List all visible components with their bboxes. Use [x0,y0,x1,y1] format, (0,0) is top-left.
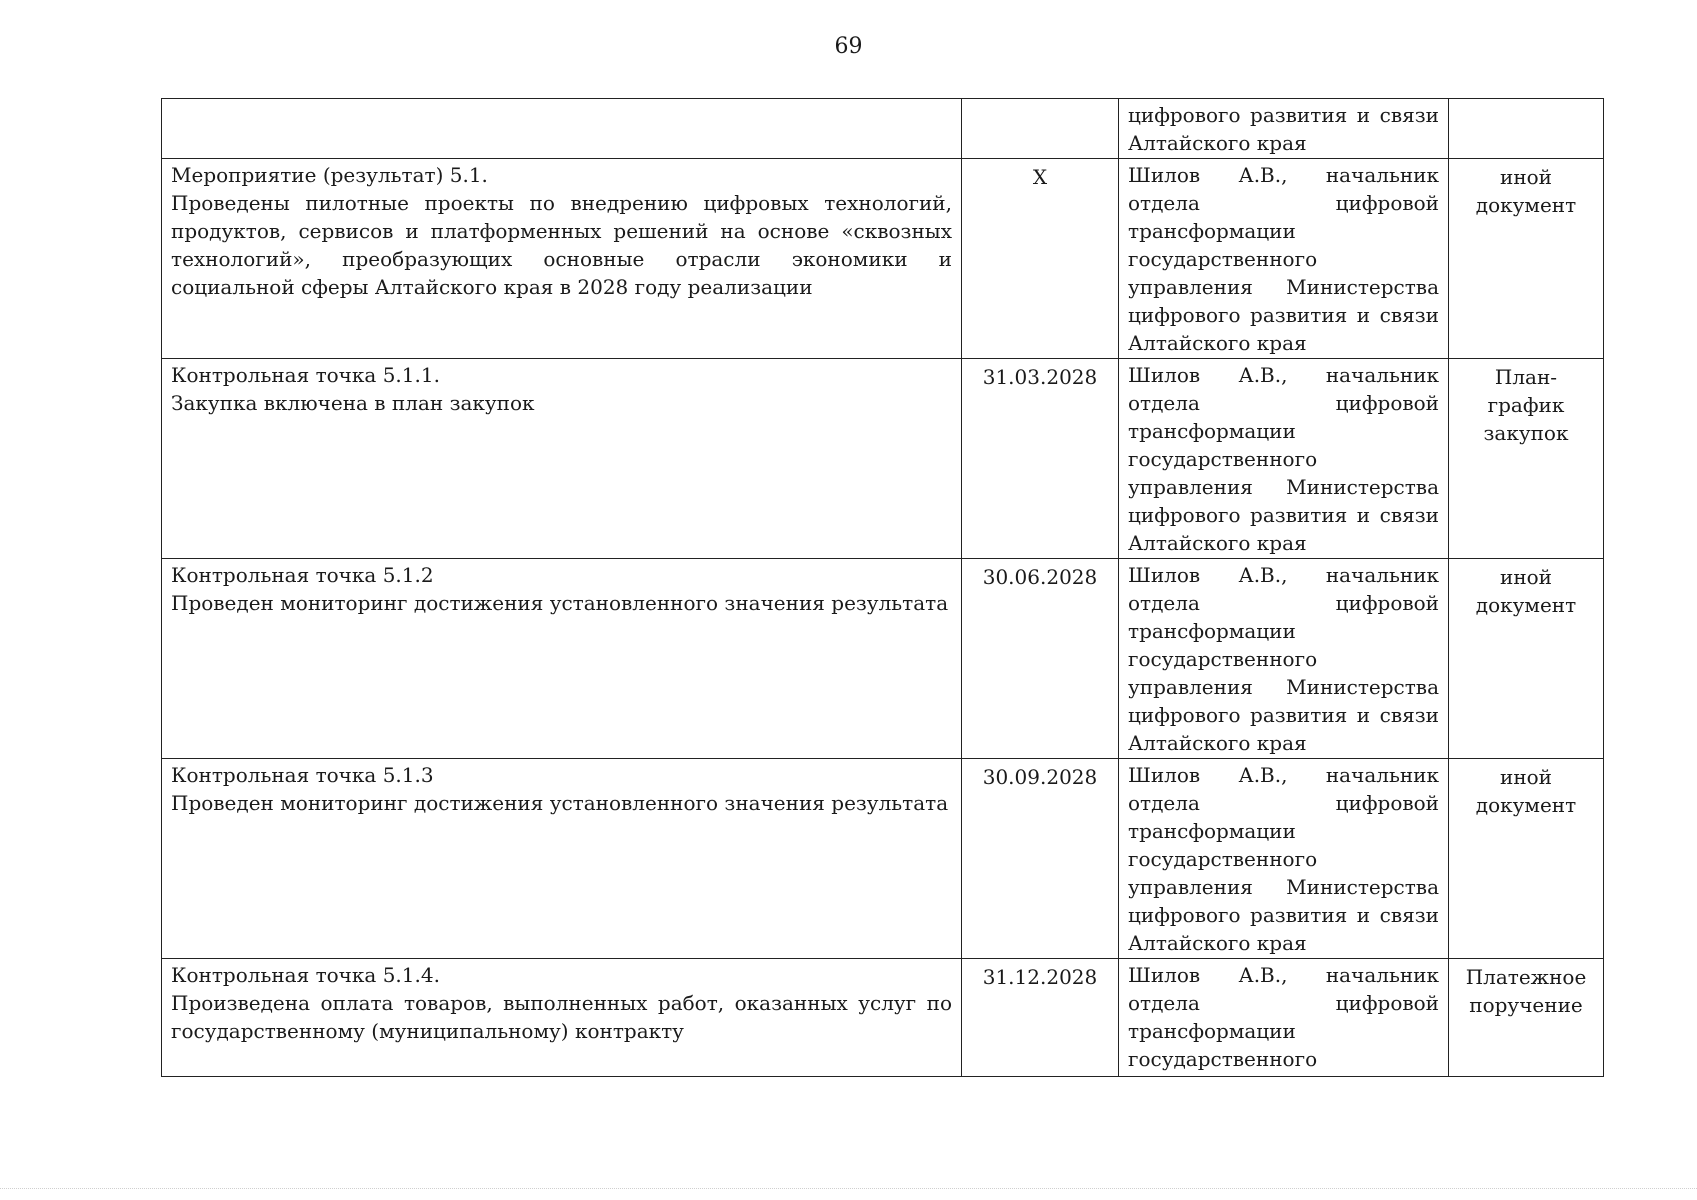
resp-line [1128,301,1439,329]
resp-word: связи [1379,703,1439,727]
resp-word: развития [1250,503,1348,527]
cell-date: 30.09.2028 [962,759,1119,959]
resp-word: управления [1128,875,1253,899]
resp-word: цифровой [1335,391,1439,415]
resp-line [1128,589,1439,617]
resp-line: государственного [1128,447,1318,471]
resp-line [1128,361,1439,389]
row-title: Контрольная точка 5.1.1. [171,363,440,387]
table-row [162,959,1604,1077]
resp-line: Алтайского края [1128,931,1307,955]
resp-word: цифровой [1335,191,1439,215]
resp-line [1128,161,1439,189]
resp-word: цифрового [1128,903,1241,927]
row-title: Контрольная точка 5.1.4. [171,963,440,987]
resp-word: цифрового [1128,703,1241,727]
cell-responsible [1119,99,1449,159]
resp-word: начальник [1325,163,1439,187]
resp-word: цифрового [1128,303,1241,327]
resp-line [1128,761,1439,789]
cell-document: иной документ [1449,759,1604,959]
resp-word: и [1356,903,1371,927]
resp-line: государственного [1128,1047,1318,1071]
resp-word: отдела [1128,991,1200,1015]
cell-date: 31.03.2028 [962,359,1119,559]
resp-line: Алтайского края [1128,331,1307,355]
resp-line: государственного [1128,247,1318,271]
cell-date [962,99,1119,159]
resp-word: развития [1250,703,1348,727]
resp-word: связи [1379,103,1439,127]
resp-word: развития [1250,103,1348,127]
cell-document: иной документ [1449,159,1604,359]
table-row [162,759,1604,959]
resp-word: отдела [1128,391,1200,415]
cell-date: 30.06.2028 [962,559,1119,759]
cell-responsible [1119,159,1449,359]
resp-line [1128,389,1439,417]
resp-word: цифровой [1335,991,1439,1015]
resp-line [1128,473,1439,501]
cell-date: 31.12.2028 [962,959,1119,1077]
resp-word: отдела [1128,591,1200,615]
resp-word: Министерства [1286,875,1439,899]
resp-word: А.В., [1238,363,1288,387]
row-text: Проведен мониторинг достижения установленного значения результата [171,591,949,615]
resp-line: трансформации [1128,1019,1296,1043]
resp-line: Алтайского края [1128,531,1307,555]
resp-word: цифрового [1128,503,1241,527]
row-title: Контрольная точка 5.1.2 [171,563,434,587]
cell-description [162,559,962,759]
resp-word: связи [1379,903,1439,927]
resp-line [1128,701,1439,729]
resp-word: отдела [1128,791,1200,815]
cell-document: иной документ [1449,559,1604,759]
cell-date: X [962,159,1119,359]
row-title: Мероприятие (результат) 5.1. [171,163,488,187]
resp-word: Министерства [1286,675,1439,699]
resp-line: трансформации [1128,419,1296,443]
cell-description [162,759,962,959]
resp-word: Шилов [1128,363,1201,387]
row-text: Произведена оплата товаров, выполненных работ, оказанных услуг по государственному (муниципальному) контракту [171,991,952,1043]
resp-line: Алтайского края [1128,731,1307,755]
resp-word: управления [1128,475,1253,499]
resp-word: начальник [1325,963,1439,987]
resp-word: управления [1128,675,1253,699]
row-text: Проведен мониторинг достижения установленного значения результата [171,791,949,815]
resp-line [1128,873,1439,901]
resp-word: цифровой [1335,791,1439,815]
resp-word: начальник [1325,763,1439,787]
resp-word: отдела [1128,191,1200,215]
resp-word: Министерства [1286,475,1439,499]
resp-line: Алтайского края [1128,131,1307,155]
resp-word: А.В., [1238,763,1288,787]
resp-line [1128,673,1439,701]
resp-word: и [1356,703,1371,727]
cell-document: План-график закупок [1449,359,1604,559]
resp-line [1128,901,1439,929]
cell-description [162,959,962,1077]
cell-description [162,159,962,359]
resp-word: развития [1250,903,1348,927]
cell-description [162,99,962,159]
resp-word: А.В., [1238,163,1288,187]
resp-line [1128,789,1439,817]
resp-word: цифрового [1128,103,1241,127]
resp-line [1128,961,1439,989]
resp-word: развития [1250,303,1348,327]
resp-word: и [1356,503,1371,527]
row-text: Закупка включена в план закупок [171,391,535,415]
resp-line [1128,989,1439,1017]
resp-word: управления [1128,275,1253,299]
resp-line: государственного [1128,847,1318,871]
resp-line: государственного [1128,647,1318,671]
resp-word: начальник [1325,363,1439,387]
resp-line [1128,561,1439,589]
resp-word: Шилов [1128,563,1201,587]
row-text: Проведены пилотные проекты по внедрению цифровых технологий, продуктов, сервисов и платформенных решений на основе «сквозных технологий», преобразующих основные отрасли экономики и социальной сферы Алтайского края в 2028 году реализации [171,191,952,299]
resp-word: начальник [1325,563,1439,587]
resp-line [1128,501,1439,529]
resp-line: трансформации [1128,219,1296,243]
cell-responsible [1119,559,1449,759]
resp-word: и [1356,303,1371,327]
resp-word: Шилов [1128,963,1201,987]
cell-document: Платежное поручение [1449,959,1604,1077]
resp-word: Министерства [1286,275,1439,299]
table-row [162,559,1604,759]
plan-table [161,98,1604,1077]
cell-responsible [1119,759,1449,959]
resp-word: А.В., [1238,963,1288,987]
cell-responsible [1119,959,1449,1077]
table-row-continuation [162,99,1604,159]
row-title: Контрольная точка 5.1.3 [171,763,434,787]
scan-edge-divider [0,1188,1697,1190]
resp-line [1128,101,1439,129]
resp-line: трансформации [1128,619,1296,643]
page-number: 69 [834,34,863,59]
resp-word: и [1356,103,1371,127]
cell-description [162,359,962,559]
resp-word: связи [1379,303,1439,327]
resp-line [1128,189,1439,217]
resp-word: связи [1379,503,1439,527]
resp-word: цифровой [1335,591,1439,615]
cell-responsible [1119,359,1449,559]
cell-document [1449,99,1604,159]
resp-line: трансформации [1128,819,1296,843]
resp-line [1128,273,1439,301]
table-row [162,159,1604,359]
table-row [162,359,1604,559]
resp-word: А.В., [1238,563,1288,587]
resp-word: Шилов [1128,163,1201,187]
resp-word: Шилов [1128,763,1201,787]
